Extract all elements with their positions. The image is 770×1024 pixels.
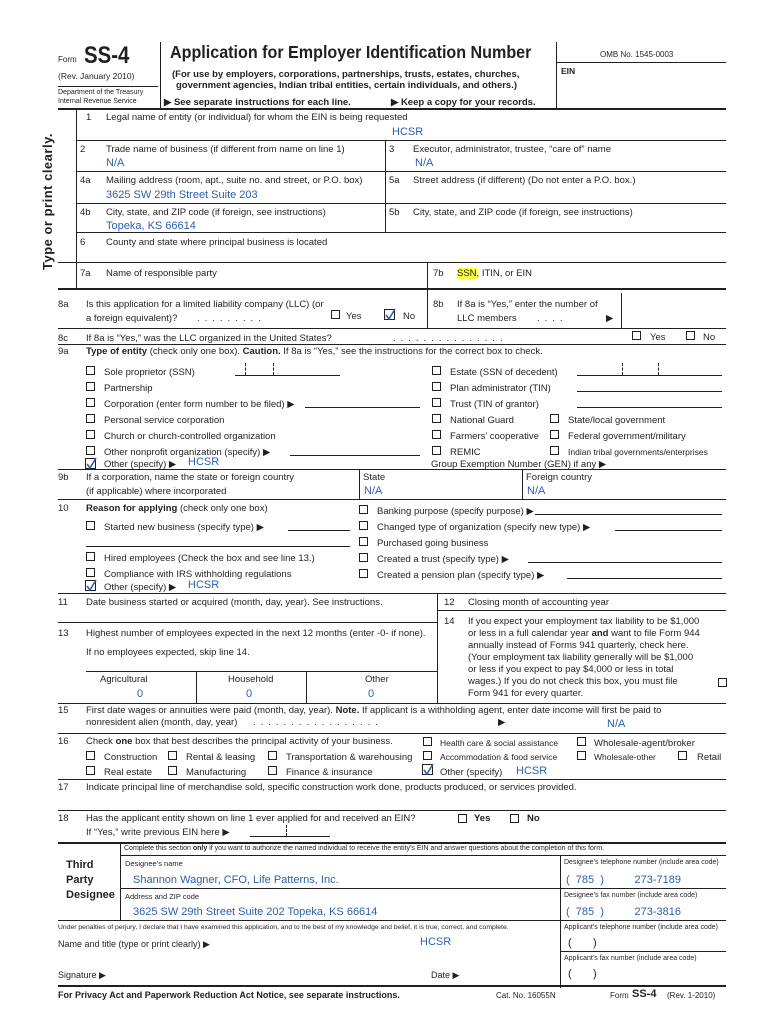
accommodation-checkbox[interactable] [423,751,432,760]
line-4a-number: 4a [80,175,91,186]
line-18-previous-ein-label: If “Yes,” write previous EIN here ▶ [86,827,230,838]
wholesale-agent-label: Wholesale-agent/broker [594,738,695,749]
rental-leasing-checkbox[interactable] [168,751,177,760]
line-4b-label: City, state, and ZIP code (if foreign, see instructions) [106,207,326,218]
reason-other-value[interactable]: HCSR [188,579,220,591]
federal-gov-checkbox[interactable] [550,430,559,439]
household-value[interactable]: 0 [246,688,253,700]
reason-other-checkbox[interactable] [85,580,96,591]
applicant-phone-field[interactable]: ( ) [568,937,597,949]
line-1-value[interactable]: HCSR [392,126,424,138]
purchased-business-label: Purchased going business [377,538,489,549]
line-3-label: Executor, administrator, trustee, “care of” name [413,144,612,155]
line-18-yes-checkbox[interactable] [458,814,467,823]
health-care-label: Health care & social assistance [440,738,559,748]
line-13-number: 13 [58,628,69,639]
line-3-value[interactable]: N/A [415,157,434,169]
line-8c-yes-checkbox[interactable] [632,331,641,340]
line-17-label: Indicate principal line of merchandise sold, specific construction work done, products produced, or services provided. [86,782,577,793]
remic-checkbox[interactable] [432,446,441,455]
line-17-number: 17 [58,782,69,793]
entity-other-label: Other (specify) ▶ [104,459,177,470]
health-care-checkbox[interactable] [423,737,432,746]
other-employees-value[interactable]: 0 [368,688,375,700]
line-18-yes-label: Yes [474,813,491,824]
line-2-number: 2 [80,144,86,155]
national-guard-label: National Guard [450,415,514,426]
line-8a-no-label: No [403,311,416,322]
pension-plan-checkbox[interactable] [359,569,368,578]
remic-label: REMIC [450,447,481,458]
line-10-number: 10 [58,503,69,514]
line-9a-number: 9a [58,346,69,357]
household-label: Household [228,674,274,685]
line-8c-no-checkbox[interactable] [686,331,695,340]
line-4a-value[interactable]: 3625 SW 29th Street Suite 203 [106,189,258,201]
line-11-label: Date business started or acquired (month, day, year). See instructions. [86,597,383,608]
line-11-number: 11 [58,597,68,608]
irs-label: Internal Revenue Service [58,98,137,105]
line-18-no-checkbox[interactable] [510,814,519,823]
retail-checkbox[interactable] [678,751,687,760]
line-3-number: 3 [389,144,395,155]
church-checkbox[interactable] [86,430,95,439]
wholesale-other-checkbox[interactable] [577,751,586,760]
changed-type-label: Changed type of organization (specify new type) ▶ [377,522,591,533]
line-12-number: 12 [444,597,455,608]
line-14-checkbox[interactable] [718,678,727,687]
finance-insurance-label: Finance & insurance [286,767,373,778]
retail-label: Retail [697,752,722,763]
agricultural-value[interactable]: 0 [137,688,144,700]
created-trust-label: Created a trust (specify type) ▶ [377,554,509,565]
line-8b-number: 8b [433,299,444,310]
accommodation-label: Accommodation & food service [440,752,558,762]
wholesale-other-label: Wholesale-other [594,752,656,762]
line-2-value[interactable]: N/A [106,157,125,169]
personal-service-corp-checkbox[interactable] [86,414,95,423]
line-17-field[interactable] [86,795,726,809]
line-5b-label: City, state, and ZIP code (if foreign, see instructions) [413,207,633,218]
name-title-label: Name and title (type or print clearly) ▶ [58,939,210,949]
line-8a-label-1: Is this application for a limited liability company (LLC) (or [86,299,324,310]
footer-form-number: SS-4 [632,988,657,1000]
activity-other-value[interactable]: HCSR [516,765,548,777]
name-title-value[interactable]: HCSR [420,936,452,948]
trust-checkbox[interactable] [432,398,441,407]
designee-fax[interactable]: ( 785 ) 273-3816 [566,906,681,918]
line-9b-state-value[interactable]: N/A [364,485,383,497]
signature-label: Signature ▶ [58,970,106,980]
other-nonprofit-checkbox[interactable] [86,446,95,455]
line-13-label: Highest number of employees expected in the next 12 months (enter -0- if none). [86,628,426,639]
line-6-label: County and state where principal business is located [106,237,328,248]
line-18-no-label: No [527,813,540,824]
type-or-print-clearly: Type or print clearly. [40,133,55,270]
federal-gov-label: Federal government/military [568,431,686,442]
sole-proprietor-checkbox[interactable] [86,366,95,375]
line-15-number: 15 [58,705,69,716]
line-14-number: 14 [444,616,455,627]
finance-insurance-checkbox[interactable] [268,766,277,775]
entity-other-checkbox[interactable] [85,458,96,469]
line-16-number: 16 [58,736,69,747]
line-15-label-2: nonresident alien (month, day, year) [86,717,238,728]
church-label: Church or church-controlled organization [104,431,276,442]
third-party-title-1: Third [66,859,94,871]
line-9b-label-1: If a corporation, name the state or foreign country [86,472,295,483]
form-word: Form [58,55,77,64]
estate-label: Estate (SSN of decedent) [450,367,558,378]
privacy-notice: For Privacy Act and Paperwork Reduction Act Notice, see separate instructions. [58,990,400,1000]
line-8b-label-1: If 8a is “Yes,” enter the number of [457,299,598,310]
designee-name-value[interactable]: Shannon Wagner, CFO, Life Patterns, Inc. [133,874,339,886]
entity-other-value[interactable]: HCSR [188,456,220,468]
line-8a-yes-label: Yes [346,311,362,322]
real-estate-checkbox[interactable] [86,766,95,775]
hired-employees-checkbox[interactable] [86,552,95,561]
line-10-label: Reason for applying (check only one box) [86,503,268,514]
line-8a-no-checkbox[interactable] [384,309,395,320]
third-party-title-3: Designee [66,889,115,901]
manufacturing-checkbox[interactable] [168,766,177,775]
omb-number: OMB No. 1545-0003 [600,50,674,59]
started-new-business-label: Started new business (specify type) ▶ [104,522,264,533]
line-1-number: 1 [86,112,92,123]
line-7b-label: SSN, ITIN, or EIN [457,268,532,279]
gen-label: Group Exemption Number (GEN) if any ▶ [431,459,607,470]
partnership-label: Partnership [104,383,153,394]
date-label: Date ▶ [431,970,460,980]
state-local-gov-checkbox[interactable] [550,414,559,423]
national-guard-checkbox[interactable] [432,414,441,423]
indian-tribal-label: Indian tribal governments/enterprises [568,447,708,457]
ein-field[interactable] [557,63,725,107]
applicant-phone-label: Applicant’s telephone number (include area code) [564,924,718,931]
line-9b-state-label: State [363,472,386,483]
line-5b-number: 5b [389,207,400,218]
line-8c-number: 8c [58,333,69,344]
other-nonprofit-label: Other nonprofit organization (specify) ▶ [104,447,271,458]
line-8c-label: If 8a is “Yes,” was the LLC organized in the United States? [86,333,332,344]
real-estate-label: Real estate [104,767,153,778]
banking-purpose-label: Banking purpose (specify purpose) ▶ [377,506,534,517]
line-4a-label: Mailing address (room, apt., suite no. and street, or P.O. box) [106,175,363,186]
partnership-checkbox[interactable] [86,382,95,391]
banking-purpose-checkbox[interactable] [359,505,368,514]
reason-other-label: Other (specify) ▶ [104,582,177,593]
line-5a-number: 5a [389,175,400,186]
line-18-label: Has the applicant entity shown on line 1 ever applied for and received an EIN? [86,813,416,824]
third-party-title-2: Party [66,874,94,886]
purchased-business-checkbox[interactable] [359,537,368,546]
construction-checkbox[interactable] [86,751,95,760]
compliance-label: Compliance with IRS withholding regulations [104,569,292,580]
signature-field[interactable] [118,962,418,982]
line-7b-number: 7b [433,268,444,279]
started-new-business-checkbox[interactable] [86,521,95,530]
line-4b-value[interactable]: Topeka, KS 66614 [106,220,196,232]
hired-employees-label: Hired employees (Check the box and see line 13.) [104,553,315,564]
sole-proprietor-label: Sole proprietor (SSN) [104,367,195,378]
transportation-checkbox[interactable] [268,751,277,760]
footer-revision: (Rev. 1-2010) [667,991,716,1000]
line-13-label-2: If no employees expected, skip line 14. [86,647,250,658]
perjury-statement: Under penalties of perjury, I declare that I have examined this application, and to the best of my knowledge and belief, it is true, correct, and complete. [58,924,509,931]
other-employees-label: Other [365,674,389,685]
line-9b-foreign-value[interactable]: N/A [527,485,546,497]
line-8a-label-2: a foreign equivalent)? [86,313,178,324]
line-12-label: Closing month of accounting year [468,597,609,608]
line-9b-foreign-label: Foreign country [526,472,593,483]
catalog-number: Cat. No. 16055N [496,991,556,1000]
third-party-intro: Complete this section only if you want to authorize the named individual to receive the entity’s EIN and answer questions about the completion of this form. [124,845,605,852]
transportation-label: Transportation & warehousing [286,752,413,763]
revision-date: (Rev. January 2010) [58,71,135,81]
corporation-checkbox[interactable] [86,398,95,407]
line-15-label-1: First date wages or annuities were paid (month, day, year). Note. If applicant is a withholding agent, enter date income will first be paid to [86,705,662,716]
line-9b-label-2: (if applicable) where incorporated [86,486,227,497]
form-subtitle-1: (For use by employers, corporations, partnerships, trusts, estates, churches, [172,69,520,80]
line-8c-no-label: No [703,332,716,343]
keep-copy: ▶ Keep a copy for your records. [391,97,536,108]
see-instructions: ▶ See separate instructions for each line. [164,97,351,108]
applicant-fax-label: Applicant’s fax number (include area code) [564,955,697,962]
applicant-fax-field[interactable]: ( ) [568,968,597,980]
rental-leasing-label: Rental & leasing [186,752,256,763]
line-6-number: 6 [80,237,86,248]
line-8b-llc-members-field[interactable] [622,293,726,327]
activity-other-checkbox[interactable] [422,764,433,775]
line-2-label: Trade name of business (if different from name on line 1) [106,144,345,155]
line-8b-label-2: LLC members [457,313,517,324]
line-8a-yes-checkbox[interactable] [331,310,340,319]
changed-type-checkbox[interactable] [359,521,368,530]
pension-plan-label: Created a pension plan (specify type) ▶ [377,570,545,581]
designee-address-value[interactable]: 3625 SW 29th Street Suite 202 Topeka, KS 66614 [133,906,378,918]
line-8c-yes-label: Yes [650,332,666,343]
form-number: SS-4 [84,42,130,69]
form-subtitle-2: government agencies, Indian tribal entities, certain individuals, and others.) [176,80,518,91]
plan-administrator-checkbox[interactable] [432,382,441,391]
activity-other-label: Other (specify) [440,767,503,778]
farmers-coop-label: Farmers’ cooperative [450,431,539,442]
indian-tribal-checkbox[interactable] [550,446,559,455]
corporation-label: Corporation (enter form number to be filed) ▶ [104,399,295,410]
construction-label: Construction [104,752,158,763]
line-9b-number: 9b [58,472,69,483]
line-9a-label: Type of entity (check only one box). Caution. If 8a is “Yes,” see the instructions for the correct box to check. [86,346,543,357]
designee-address-label: Address and ZIP code [125,892,200,901]
created-trust-checkbox[interactable] [359,553,368,562]
form-title: Application for Employer Identification Number [170,42,532,62]
designee-phone[interactable]: ( 785 ) 273-7189 [566,874,681,886]
agricultural-label: Agricultural [100,674,148,685]
line-8a-number: 8a [58,299,69,310]
state-local-gov-label: State/local government [568,415,666,426]
department-label: Department of the Treasury [58,89,144,96]
footer-form-word: Form [610,991,629,1000]
manufacturing-label: Manufacturing [186,767,247,778]
line-7a-number: 7a [80,268,91,279]
ein-label: EIN [561,66,576,76]
compliance-checkbox[interactable] [86,568,95,577]
farmers-coop-checkbox[interactable] [432,430,441,439]
trust-label: Trust (TIN of grantor) [450,399,539,410]
designee-fax-label: Designee’s fax number (include area code) [564,892,698,899]
line-16-label: Check one box that best describes the principal activity of your business. [86,736,393,747]
line-18-number: 18 [58,813,69,824]
estate-checkbox[interactable] [432,366,441,375]
designee-phone-label: Designee’s telephone number (include area code) [564,859,719,866]
line-7a-label: Name of responsible party [106,268,217,279]
designee-name-label: Designee’s name [125,859,183,868]
line-15-value[interactable]: N/A [607,718,626,730]
line-1-label: Legal name of entity (or individual) for whom the EIN is being requested [106,112,408,123]
wholesale-agent-checkbox[interactable] [577,737,586,746]
plan-administrator-label: Plan administrator (TIN) [450,383,551,394]
personal-service-corp-label: Personal service corporation [104,415,225,426]
line-5a-label: Street address (if different) (Do not enter a P.O. box.) [413,175,636,186]
line-4b-number: 4b [80,207,91,218]
